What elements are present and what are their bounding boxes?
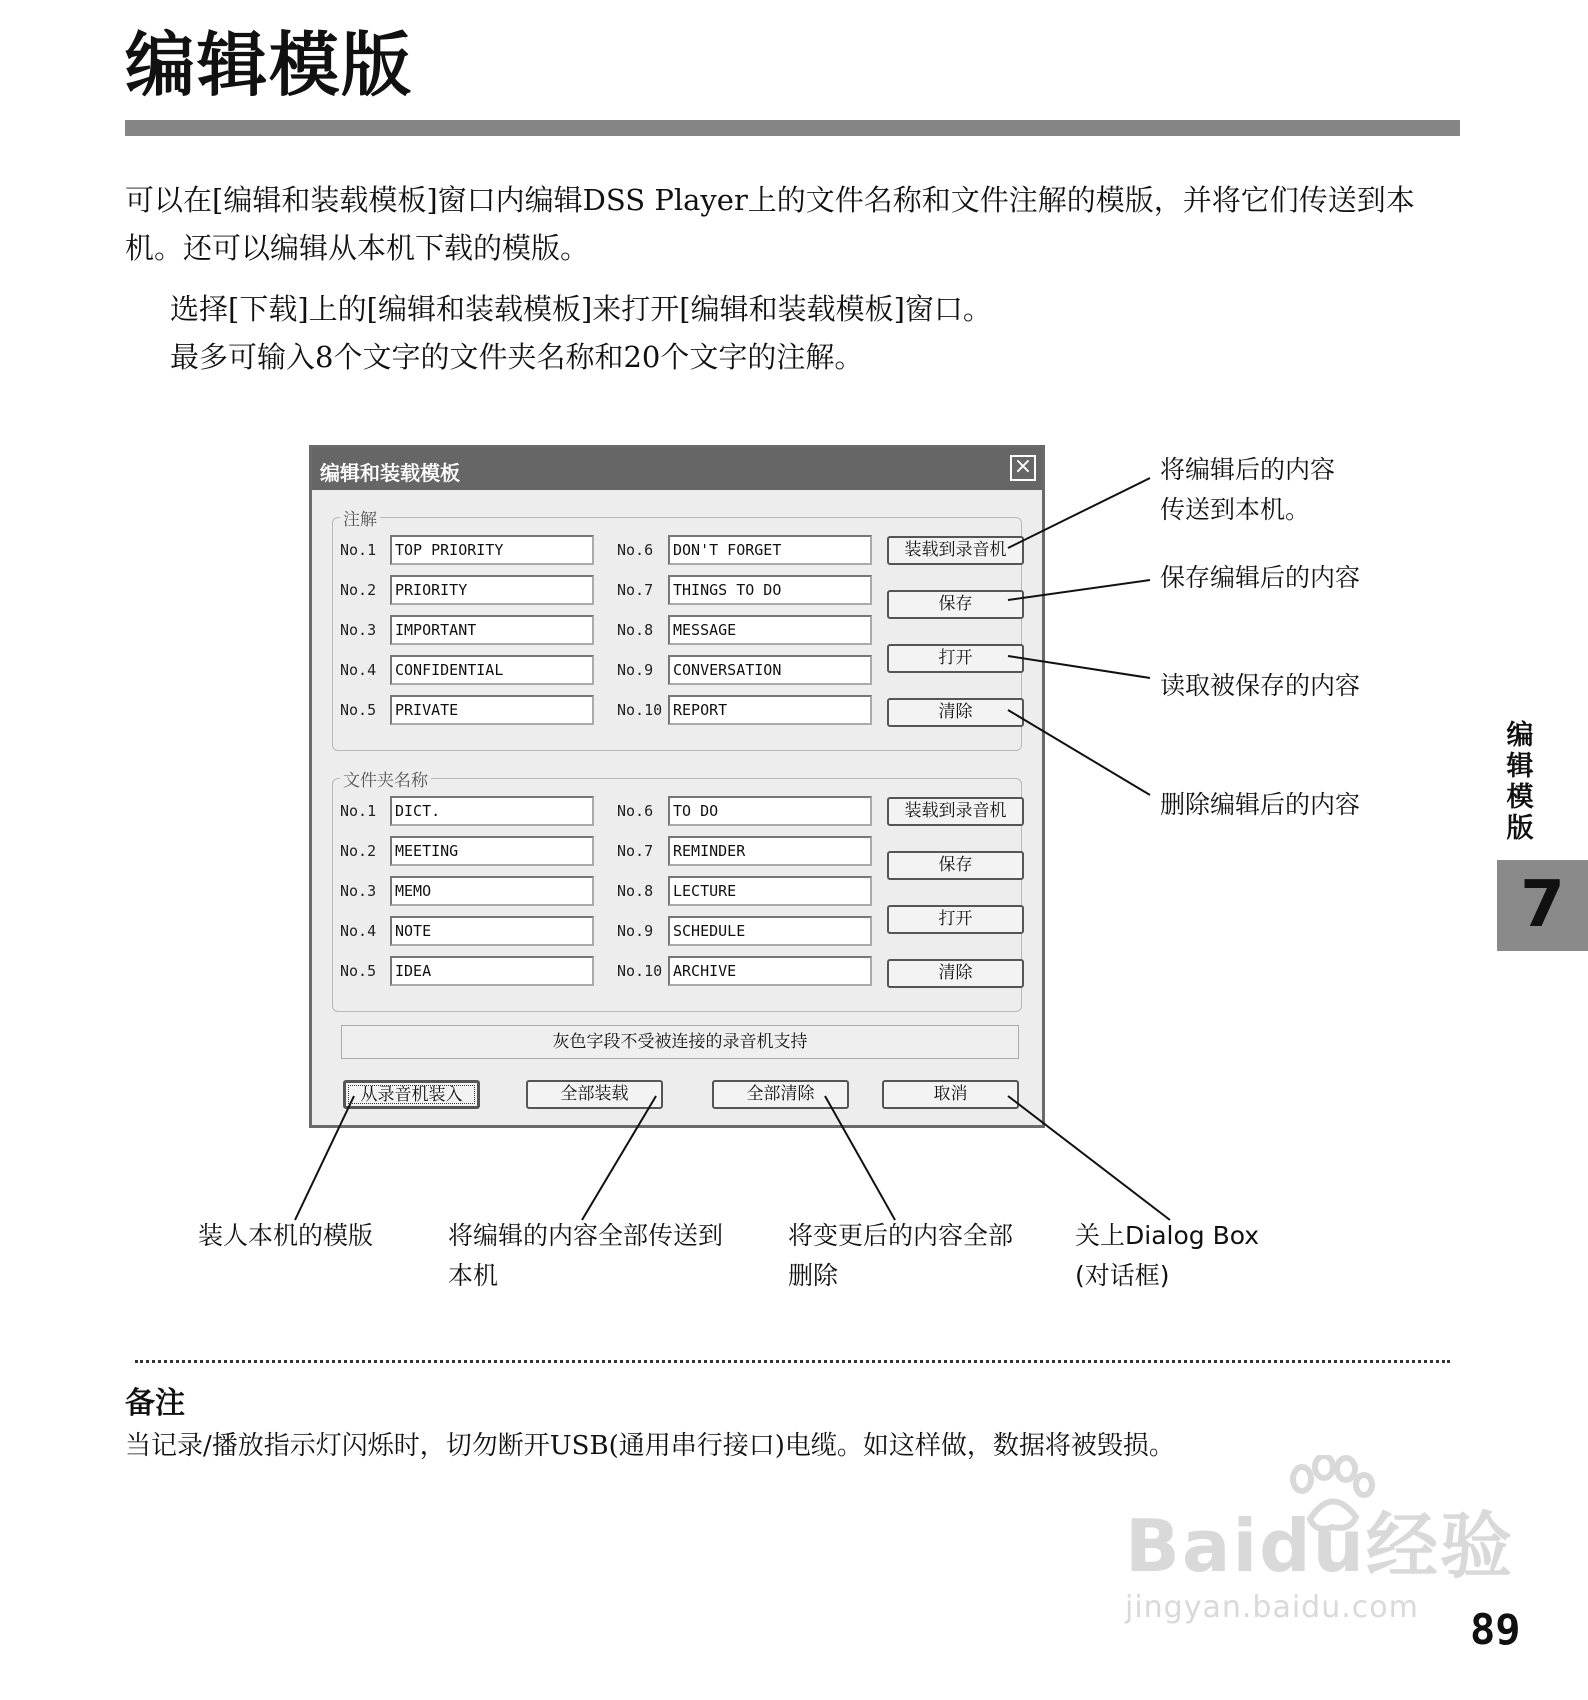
clear-all-button[interactable]: 全部清除	[712, 1080, 849, 1109]
callout-delete-all: 将变更后的内容全部 删除	[788, 1221, 1014, 1290]
leader-line	[1008, 1096, 1170, 1220]
comment-field-3[interactable]: IMPORTANT	[390, 615, 594, 645]
comment-number: No.5	[340, 701, 377, 719]
folder-number: No.5	[340, 962, 377, 980]
cancel-button[interactable]: 取消	[882, 1080, 1019, 1109]
folders-clear-button[interactable]: 清除	[887, 959, 1024, 988]
folder-number: No.2	[340, 842, 377, 860]
comment-field-1[interactable]: TOP PRIORITY	[390, 535, 594, 565]
load-from-recorder-button[interactable]: 从录音机装入	[343, 1080, 480, 1109]
folder-number: No.3	[340, 882, 377, 900]
instruction-step-2: 最多可输入8个文字的文件夹名称和20个文字的注解。	[170, 340, 864, 374]
chapter-tab	[1497, 860, 1588, 951]
status-bar: 灰色字段不受被连接的录音机支持	[341, 1025, 1019, 1059]
folder-field-5[interactable]: IDEA	[390, 956, 594, 986]
folder-number: No.9	[617, 922, 654, 940]
comment-field-4[interactable]: CONFIDENTIAL	[390, 655, 594, 685]
comment-number: No.1	[340, 541, 377, 559]
watermark	[1125, 1504, 1514, 1625]
folder-number: No.8	[617, 882, 654, 900]
chapter-side-label: 编辑模版	[1506, 720, 1534, 844]
watermark-logo: Baidu经验	[1125, 1504, 1514, 1588]
folders-open-button[interactable]: 打开	[887, 905, 1024, 934]
comment-field-10[interactable]: REPORT	[668, 695, 872, 725]
comment-number: No.9	[617, 661, 654, 679]
callout-close-dialog: 关上Dialog Box (对话框)	[1075, 1221, 1260, 1290]
close-icon: ×	[1013, 454, 1033, 479]
dotted-divider	[135, 1360, 1450, 1363]
chapter-number: 7	[1520, 868, 1565, 942]
folders-save-button[interactable]: 保存	[887, 851, 1024, 880]
folder-field-2[interactable]: MEETING	[390, 836, 594, 866]
callout-open: 读取被保存的内容	[1160, 671, 1361, 700]
folder-field-6[interactable]: TO DO	[668, 796, 872, 826]
note-heading: 备注	[125, 1386, 185, 1421]
folders-group-label: 文件夹名称	[340, 766, 431, 791]
comment-field-8[interactable]: MESSAGE	[668, 615, 872, 645]
folders-load-to-recorder-button[interactable]: 装载到录音机	[887, 797, 1024, 826]
comments-open-button[interactable]: 打开	[887, 644, 1024, 673]
leader-line	[1008, 580, 1150, 600]
folder-field-3[interactable]: MEMO	[390, 876, 594, 906]
folder-field-9[interactable]: SCHEDULE	[668, 916, 872, 946]
leader-line	[825, 1096, 895, 1220]
folder-field-1[interactable]: DICT.	[390, 796, 594, 826]
intro-paragraph: 可以在[编辑和装载模板]窗口内编辑DSS Player上的文件名称和文件注解的模版，并将它们传送到本机。还可以编辑从本机下载的模版。	[125, 183, 1415, 265]
callout-clear: 删除编辑后的内容	[1160, 790, 1361, 819]
page-title: 编辑模版	[125, 24, 413, 106]
comments-save-button[interactable]: 保存	[887, 590, 1024, 619]
folder-field-10[interactable]: ARCHIVE	[668, 956, 872, 986]
folder-number: No.6	[617, 802, 654, 820]
leader-line	[1008, 478, 1150, 548]
comment-number: No.2	[340, 581, 377, 599]
comment-number: No.4	[340, 661, 377, 679]
comment-number: No.8	[617, 621, 654, 639]
leader-line	[582, 1096, 656, 1220]
page-number: 89	[1470, 1605, 1521, 1654]
comment-field-2[interactable]: PRIORITY	[390, 575, 594, 605]
callout-load-templates: 装人本机的模版	[198, 1221, 374, 1250]
comment-field-5[interactable]: PRIVATE	[390, 695, 594, 725]
comment-number: No.7	[617, 581, 654, 599]
load-all-button[interactable]: 全部装载	[526, 1080, 663, 1109]
callout-send-all: 将编辑的内容全部传送到 本机	[448, 1221, 724, 1290]
folder-field-7[interactable]: REMINDER	[668, 836, 872, 866]
leader-line	[1008, 710, 1150, 795]
comment-field-9[interactable]: CONVERSATION	[668, 655, 872, 685]
comment-field-7[interactable]: THINGS TO DO	[668, 575, 872, 605]
folder-number: No.4	[340, 922, 377, 940]
folder-field-8[interactable]: LECTURE	[668, 876, 872, 906]
leader-line	[1008, 656, 1150, 678]
note-text: 当记录/播放指示灯闪烁时，切勿断开USB(通用串行接口)电缆。如这样做，数据将被毁损。	[125, 1431, 1175, 1461]
folder-number: No.7	[617, 842, 654, 860]
comments-group-label: 注解	[340, 505, 380, 530]
dialog-title: 编辑和装载模板	[320, 461, 460, 485]
callout-send-to-recorder: 将编辑后的内容 传送到本机。	[1160, 455, 1336, 524]
folder-number: No.1	[340, 802, 377, 820]
callout-save: 保存编辑后的内容	[1160, 563, 1361, 592]
comment-number: No.3	[340, 621, 377, 639]
folder-number: No.10	[617, 962, 663, 980]
comment-number: No.6	[617, 541, 654, 559]
instruction-step-1: 选择[下载]上的[编辑和装载模板]来打开[编辑和装载模板]窗口。	[170, 292, 992, 326]
comment-field-6[interactable]: DON'T FORGET	[668, 535, 872, 565]
watermark-url: jingyan.baidu.com	[1125, 1590, 1419, 1625]
comment-number: No.10	[617, 701, 663, 719]
comments-load-to-recorder-button[interactable]: 装载到录音机	[887, 536, 1024, 565]
comments-clear-button[interactable]: 清除	[887, 698, 1024, 727]
folder-field-4[interactable]: NOTE	[390, 916, 594, 946]
leader-line	[295, 1096, 354, 1220]
